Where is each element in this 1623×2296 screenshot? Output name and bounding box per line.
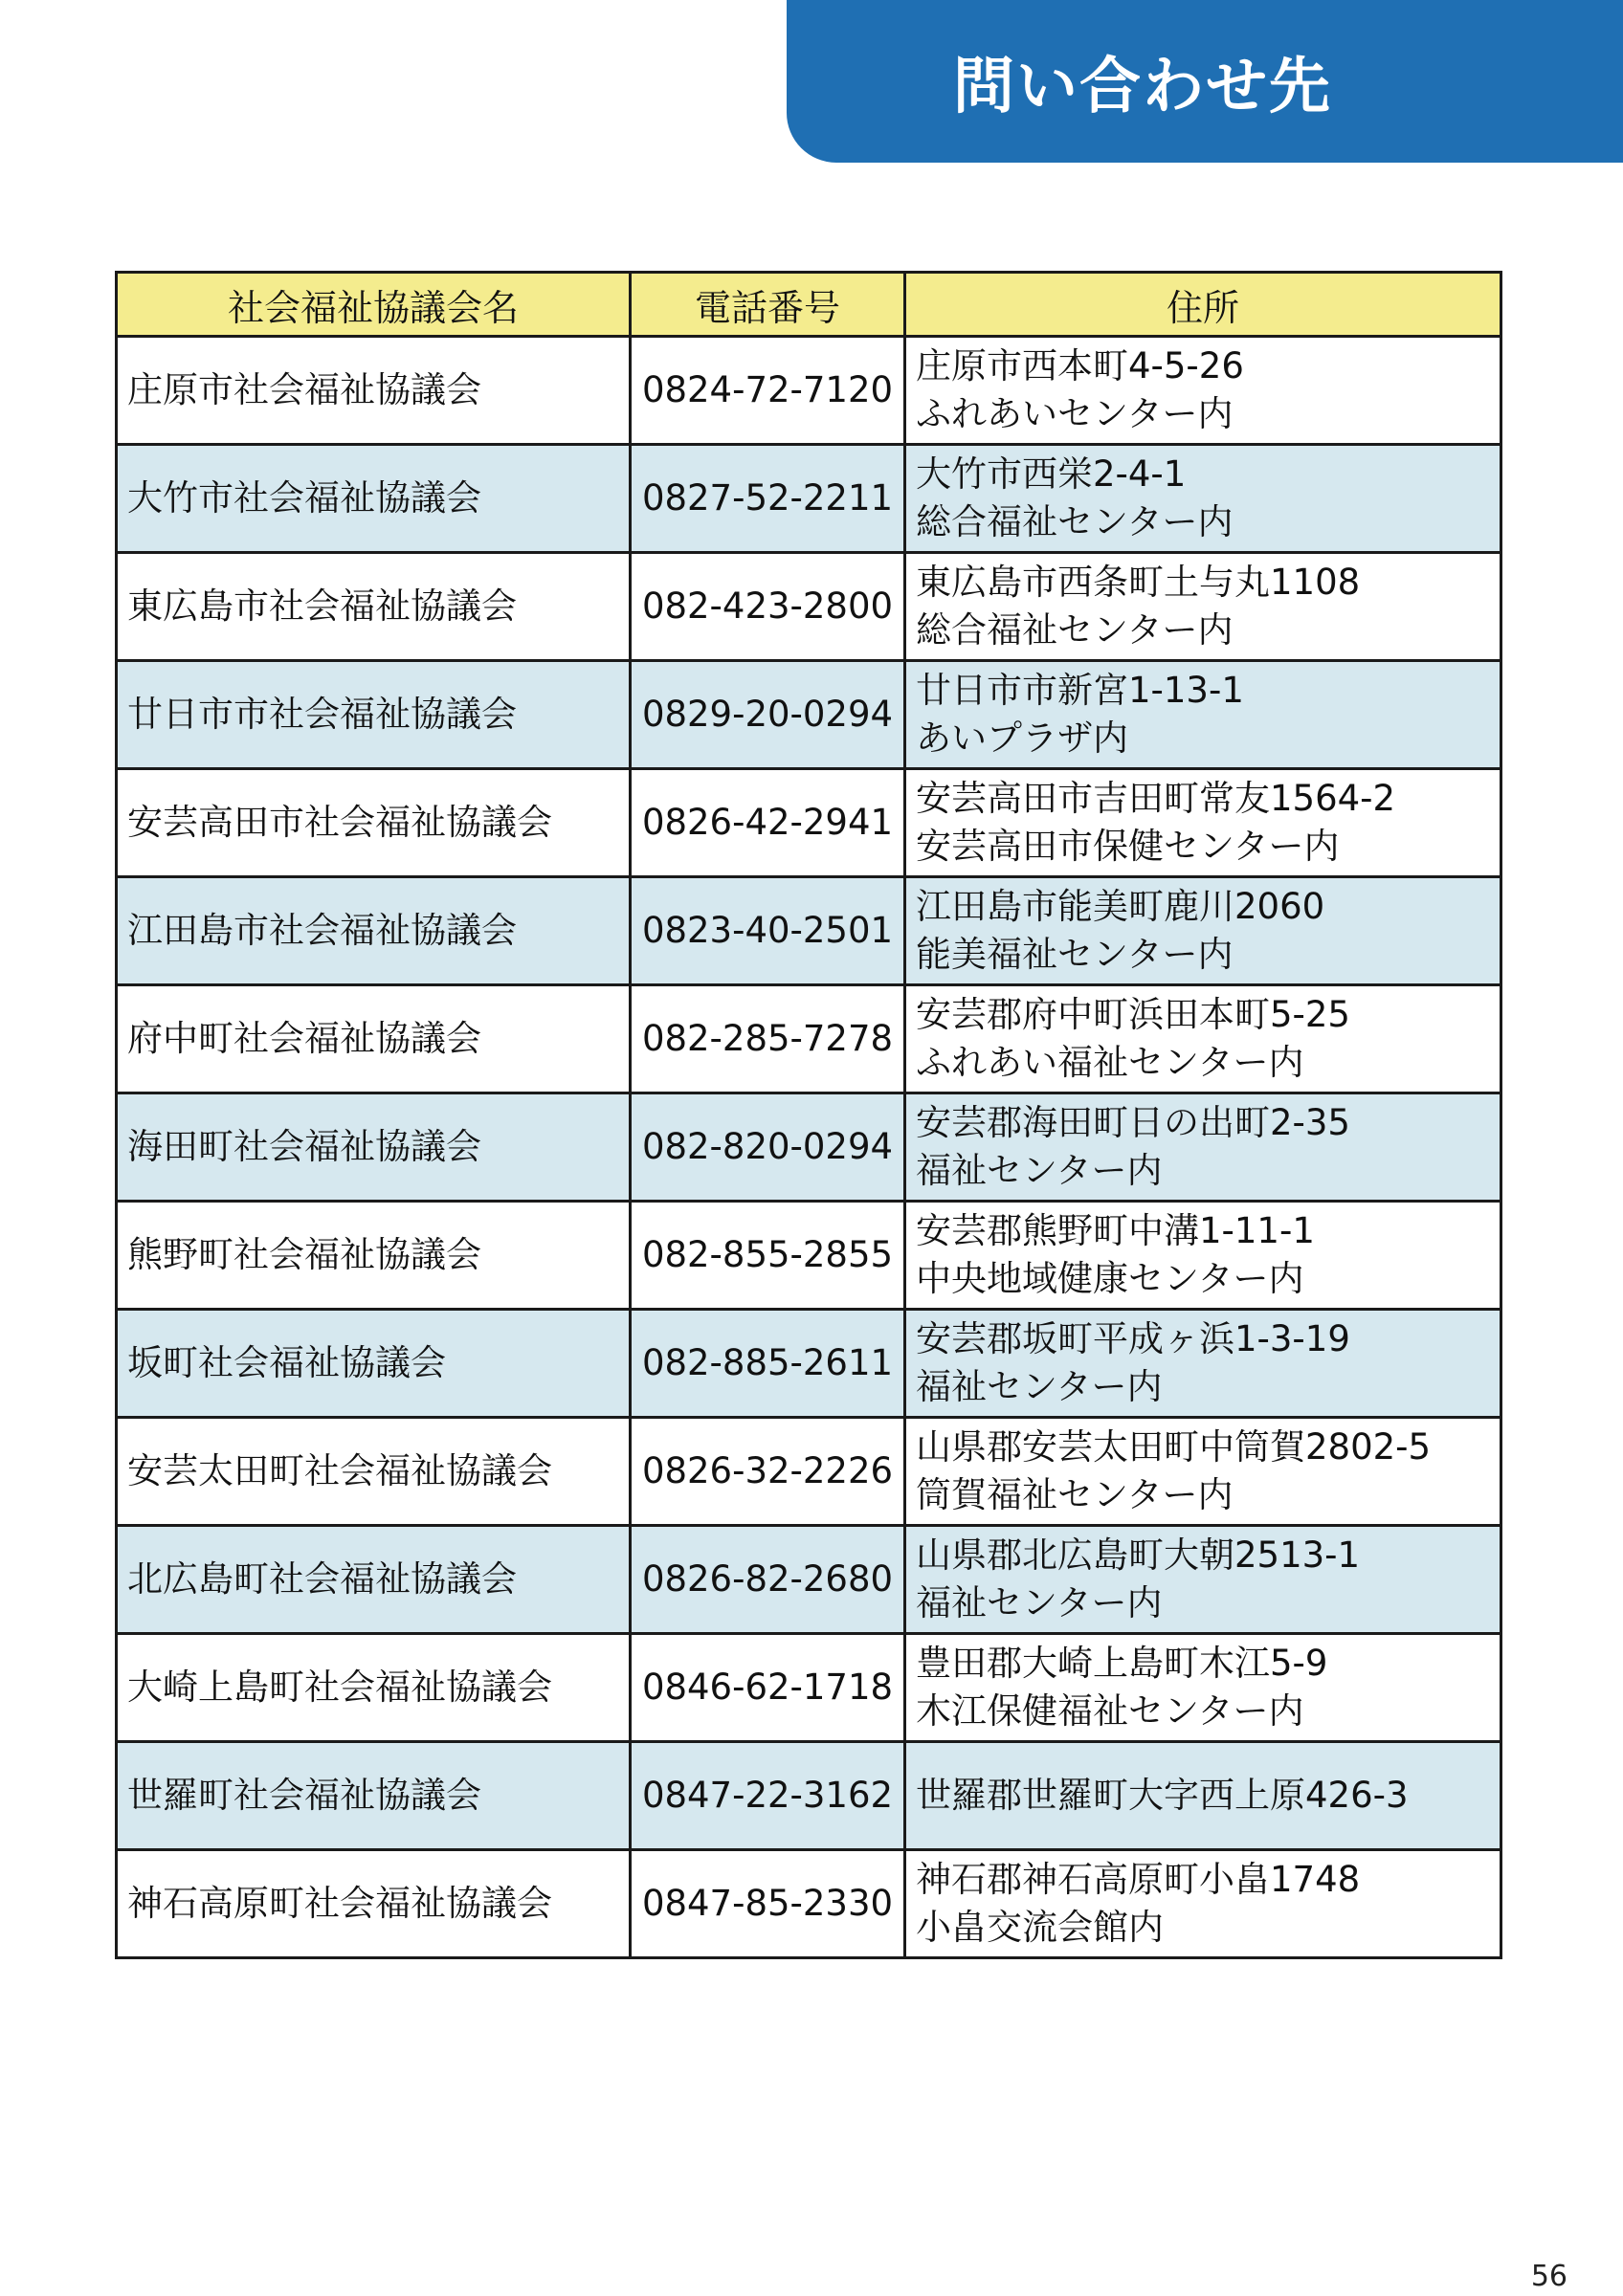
- address: [905, 445, 1501, 553]
- table-row: [117, 337, 1501, 445]
- phone-number: 0846-62-1718: [631, 1634, 905, 1742]
- address-line: 安芸高田市保健センター内: [916, 826, 1340, 867]
- table-row: [117, 553, 1501, 661]
- council-name: 江田島市社会福祉協議会: [117, 877, 631, 985]
- council-name: 世羅町社会福祉協議会: [117, 1742, 631, 1850]
- address: [905, 1742, 1501, 1850]
- address: [905, 985, 1501, 1093]
- phone-number: 0826-42-2941: [631, 769, 905, 877]
- council-name: 北広島町社会福祉協議会: [117, 1526, 631, 1634]
- council-name: 神石高原町社会福祉協議会: [117, 1850, 631, 1958]
- address: [905, 1526, 1501, 1634]
- table-row: [117, 1742, 1501, 1850]
- contacts-table: [115, 271, 1502, 1959]
- table-row: [117, 1850, 1501, 1958]
- phone-number: 0823-40-2501: [631, 877, 905, 985]
- council-name: 坂町社会福祉協議会: [117, 1310, 631, 1418]
- council-name: 熊野町社会福祉協議会: [117, 1202, 631, 1310]
- phone-number: 082-885-2611: [631, 1310, 905, 1418]
- address-line: 総合福祉センター内: [916, 501, 1234, 542]
- column-header-phone: 電話番号: [631, 273, 905, 337]
- phone-number: 082-423-2800: [631, 553, 905, 661]
- table-header-row: [117, 273, 1501, 337]
- address-line: 福祉センター内: [916, 1150, 1163, 1191]
- address-line: 神石郡神石高原町小畠1748: [916, 1859, 1361, 1900]
- address: [905, 1310, 1501, 1418]
- address-line: 安芸郡坂町平成ヶ浜1-3-19: [916, 1318, 1350, 1359]
- address-line: 小畠交流会館内: [916, 1907, 1164, 1948]
- phone-number: 082-820-0294: [631, 1093, 905, 1202]
- phone-number: 0826-32-2226: [631, 1418, 905, 1526]
- address: [905, 1634, 1501, 1742]
- address-line: 世羅郡世羅町大字西上原426-3: [916, 1775, 1409, 1816]
- address: [905, 661, 1501, 769]
- phone-number: 0847-85-2330: [631, 1850, 905, 1958]
- address-line: 東広島市西条町土与丸1108: [916, 562, 1361, 603]
- table-row: [117, 1202, 1501, 1310]
- council-name: 庄原市社会福祉協議会: [117, 337, 631, 445]
- council-name: 大崎上島町社会福祉協議会: [117, 1634, 631, 1742]
- address-line: 総合福祉センター内: [916, 609, 1234, 651]
- address-line: 豊田郡大崎上島町木江5-9: [916, 1643, 1328, 1684]
- address-line: 安芸郡熊野町中溝1-11-1: [916, 1210, 1315, 1251]
- phone-number: 0847-22-3162: [631, 1742, 905, 1850]
- address-line: 福祉センター内: [916, 1366, 1163, 1407]
- phone-number: 082-855-2855: [631, 1202, 905, 1310]
- council-name: 府中町社会福祉協議会: [117, 985, 631, 1093]
- table-row: [117, 661, 1501, 769]
- council-name: 安芸太田町社会福祉協議会: [117, 1418, 631, 1526]
- address-line: 安芸郡海田町日の出町2-35: [916, 1102, 1350, 1143]
- address: [905, 1850, 1501, 1958]
- address-line: 木江保健福祉センター内: [916, 1690, 1304, 1732]
- phone-number: 082-285-7278: [631, 985, 905, 1093]
- address-line: 安芸高田市吉田町常友1564-2: [916, 778, 1396, 819]
- address-line: 福祉センター内: [916, 1582, 1163, 1623]
- address: [905, 1418, 1501, 1526]
- header-banner: [787, 0, 1623, 163]
- address-line: あいプラザ内: [916, 718, 1128, 759]
- address-line: 山県郡北広島町大朝2513-1: [916, 1534, 1361, 1576]
- council-name: 廿日市市社会福祉協議会: [117, 661, 631, 769]
- address-line: 筒賀福祉センター内: [916, 1474, 1234, 1515]
- phone-number: 0826-82-2680: [631, 1526, 905, 1634]
- council-name: 東広島市社会福祉協議会: [117, 553, 631, 661]
- page-number: 56: [1530, 2260, 1567, 2293]
- phone-number: 0824-72-7120: [631, 337, 905, 445]
- address-line: 能美福祉センター内: [916, 934, 1234, 975]
- table-row: [117, 877, 1501, 985]
- address-line: 安芸郡府中町浜田本町5-25: [916, 994, 1350, 1035]
- page-title: 問い合わせ先: [953, 52, 1332, 122]
- table-row: [117, 769, 1501, 877]
- address-line: 中央地域健康センター内: [916, 1258, 1304, 1299]
- table-row: [117, 1093, 1501, 1202]
- address-line: 大竹市西栄2-4-1: [916, 453, 1187, 495]
- address-line: 江田島市能美町鹿川2060: [916, 886, 1325, 927]
- address-line: 廿日市市新宮1-13-1: [916, 670, 1244, 711]
- phone-number: 0829-20-0294: [631, 661, 905, 769]
- table-row: [117, 1418, 1501, 1526]
- address: [905, 1202, 1501, 1310]
- table-row: [117, 985, 1501, 1093]
- column-header-name: 社会福祉協議会名: [117, 273, 631, 337]
- address-line: 山県郡安芸太田町中筒賀2802-5: [916, 1426, 1432, 1468]
- address: [905, 1093, 1501, 1202]
- phone-number: 0827-52-2211: [631, 445, 905, 553]
- table-row: [117, 1526, 1501, 1634]
- table-row: [117, 1634, 1501, 1742]
- council-name: 海田町社会福祉協議会: [117, 1093, 631, 1202]
- table-row: [117, 445, 1501, 553]
- address-line: ふれあいセンター内: [916, 393, 1234, 434]
- council-name: 安芸高田市社会福祉協議会: [117, 769, 631, 877]
- address-line: ふれあい福祉センター内: [916, 1042, 1304, 1083]
- address: [905, 553, 1501, 661]
- address: [905, 769, 1501, 877]
- table-row: [117, 1310, 1501, 1418]
- address: [905, 337, 1501, 445]
- address: [905, 877, 1501, 985]
- address-line: 庄原市西本町4-5-26: [916, 345, 1244, 386]
- council-name: 大竹市社会福祉協議会: [117, 445, 631, 553]
- column-header-address: 住所: [905, 273, 1501, 337]
- table-body: [117, 337, 1501, 1958]
